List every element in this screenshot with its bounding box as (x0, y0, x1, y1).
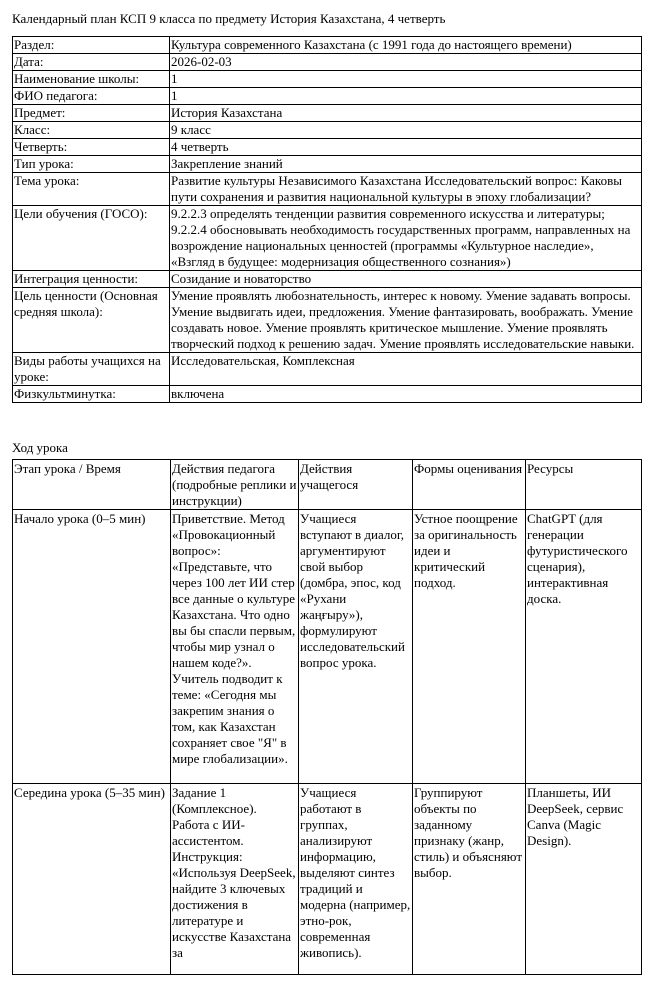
info-value: 1 (170, 71, 642, 88)
lesson-plan-table (12, 459, 642, 975)
info-row (13, 206, 642, 271)
info-row (13, 37, 642, 54)
plan-row-start (13, 510, 642, 784)
info-row (13, 122, 642, 139)
info-value: 1 (170, 88, 642, 105)
info-value: 2026-02-03 (170, 54, 642, 71)
info-label: Четверть: (13, 139, 170, 156)
student-actions-cell: Учащиеся вступают в диалог, аргументируют свой выбор (домбра, эпос, код «Рухани жаңғыру»), формулируют исследовательский вопрос урока. (299, 510, 413, 784)
info-label: Физкультминутка: (13, 386, 170, 403)
resources-cell: Планшеты, ИИ DeepSeek, сервис Canva (Magic Design). (526, 784, 642, 975)
info-value: Развитие культуры Независимого Казахстана Исследовательский вопрос: Каковы пути сохранения и развития национальной культуры в эпоху глобализации? (170, 173, 642, 206)
info-label: Интеграция ценности: (13, 271, 170, 288)
student-actions-cell: Учащиеся работают в группах, анализируют информацию, выделяют синтез традиций и модерна (например, этно-рок, современная живопись). (299, 784, 413, 975)
info-label: Цели обучения (ГОСО): (13, 206, 170, 271)
info-value: Умение проявлять любознательность, интерес к новому. Умение задавать вопросы. Умение выдвигать идеи, предложения. Умение фантазировать, воображать. Умение создавать новое. Умение проявлять критическое мышление. Умение проявлять творческий подход к решению задач. Умение проявлять исследовательские навыки. (170, 288, 642, 353)
info-value: 9 класс (170, 122, 642, 139)
resources-cell: ChatGPT (для генерации футуристического сценария), интерактивная доска. (526, 510, 642, 784)
header-resources: Ресурсы (526, 460, 642, 510)
info-value: 4 четверть (170, 139, 642, 156)
info-label: Тип урока: (13, 156, 170, 173)
info-row (13, 353, 642, 386)
header-stage: Этап урока / Время (13, 460, 171, 510)
lesson-info-table (12, 36, 642, 403)
info-label: Наименование школы: (13, 71, 170, 88)
stage-cell: Середина урока (5–35 мин) (13, 784, 171, 975)
info-row (13, 71, 642, 88)
info-row (13, 105, 642, 122)
info-label: ФИО педагога: (13, 88, 170, 105)
info-label: Предмет: (13, 105, 170, 122)
info-label: Дата: (13, 54, 170, 71)
info-value: включена (170, 386, 642, 403)
info-row (13, 156, 642, 173)
info-value: История Казахстана (170, 105, 642, 122)
info-value: Культура современного Казахстана (с 1991 года до настоящего времени) (170, 37, 642, 54)
assessment-cell: Группируют объекты по заданному признаку (жанр, стиль) и объясняют выбор. (413, 784, 526, 975)
header-student: Действия учащегося (299, 460, 413, 510)
info-value: Созидание и новаторство (170, 271, 642, 288)
info-row (13, 173, 642, 206)
info-row (13, 88, 642, 105)
info-row (13, 288, 642, 353)
plan-header-row (13, 460, 642, 510)
document-title: Календарный план КСП 9 класса по предмету История Казахстана, 4 четверть (12, 11, 446, 26)
info-row (13, 271, 642, 288)
info-label: Тема урока: (13, 173, 170, 206)
header-assessment: Формы оценивания (413, 460, 526, 510)
info-label: Цель ценности (Основная средняя школа): (13, 288, 170, 353)
info-label: Виды работы учащихся на уроке: (13, 353, 170, 386)
info-row (13, 386, 642, 403)
teacher-actions-cell: Приветствие. Метод «Провокационный вопрос»: «Представьте, что через 100 лет ИИ стер все данные о культуре Казахстана. Что одно вы бы спасли первым, чтобы мир узнал о нашем коде?». Учитель подводит к теме: «Сегодня мы закрепим знания о том, как Казахстан сохраняет свое "Я" в мире глобализации». (171, 510, 299, 784)
teacher-actions-cell: Задание 1 (Комплексное). Работа с ИИ-ассистентом. Инструкция: «Используя DeepSeek, найдите 3 ключевых достижения в литературе и искусстве Казахстана за (171, 784, 299, 975)
info-value: Исследовательская, Комплексная (170, 353, 642, 386)
info-value: Закрепление знаний (170, 156, 642, 173)
lesson-progress-heading: Ход урока (12, 440, 68, 455)
info-row (13, 139, 642, 156)
info-value: 9.2.2.3 определять тенденции развития современного искусства и литературы; 9.2.2.4 обосновывать необходимость государственных программ, направленных на возрождение национальных ценностей (программы «Культурное наследие», «Взгляд в будущее: модернизация общественного сознания») (170, 206, 642, 271)
plan-row-middle (13, 784, 642, 975)
header-teacher: Действия педагога (подробные реплики и инструкции) (172, 461, 297, 508)
assessment-cell: Устное поощрение за оригинальность идеи и критический подход. (413, 510, 526, 784)
info-label: Класс: (13, 122, 170, 139)
info-row (13, 54, 642, 71)
stage-cell: Начало урока (0–5 мин) (13, 510, 171, 784)
info-label: Раздел: (13, 37, 170, 54)
